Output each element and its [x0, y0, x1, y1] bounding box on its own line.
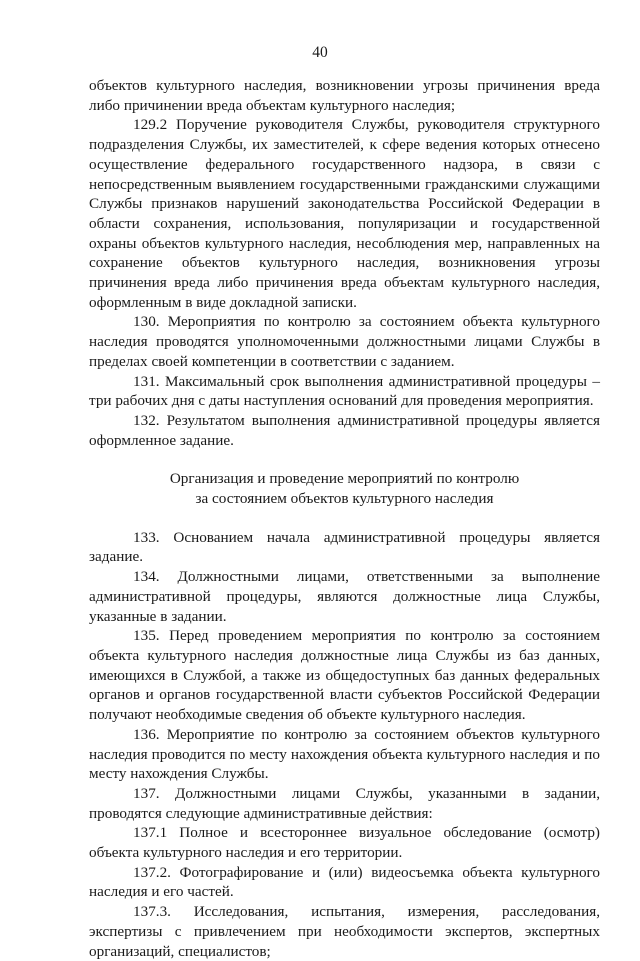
- paragraph-137-2: 137.2. Фотографирование и (или) видеосъемка объекта культурного наследия и его частей.: [89, 863, 600, 901]
- paragraph-137: 137. Должностными лицами Службы, указанными в задании, проводятся следующие административные действия:: [89, 784, 600, 822]
- paragraph-129-2: 129.2 Поручение руководителя Службы, руководителя структурного подразделения Службы, их заместителей, к сфере ведения которых отнесено осуществление федерального государственного надзора, в связи с непосредственным выявлением государственными гражданскими служащими Службы признаков нарушений законодательства Российской Федерации в области сохранения, использования, популяризации и государственной охраны объектов культурного наследия, несоблюдения мер, направленных на сохранение объектов культурного наследия, возникновения угрозы причинения вреда либо причинения вреда объектам культурного наследия, оформленным в виде докладной записки.: [89, 116, 600, 311]
- section-heading-line-2: за состоянием объектов культурного наследия: [195, 490, 494, 508]
- paragraph-133: 133. Основанием начала административной процедуры является задание.: [89, 528, 600, 566]
- section-heading-line-1: Организация и проведение мероприятий по контролю: [169, 470, 520, 488]
- paragraph-continuation: объектов культурного наследия, возникновении угрозы причинения вреда либо причинении вреда объектам культурного наследия;: [89, 77, 600, 114]
- paragraph-136: 136. Мероприятие по контролю за состоянием объектов культурного наследия проводится по месту нахождения объекта культурного наследия и по месту нахождения Службы.: [89, 725, 600, 783]
- document-body: [89, 76, 600, 961]
- paragraph-132: 132. Результатом выполнения административной процедуры является оформленное задание.: [89, 411, 600, 449]
- page-number: 40: [312, 44, 328, 61]
- paragraph-137-1: 137.1 Полное и всестороннее визуальное обследование (осмотр) объекта культурного наследия и его территории.: [89, 824, 600, 862]
- paragraph-130: 130. Мероприятия по контролю за состоянием объекта культурного наследия проводятся уполномоченными должностными лицами Службы в пределах своей компетенции в соответствии с заданием.: [89, 313, 600, 370]
- paragraph-131: 131. Максимальный срок выполнения административной процедуры – три рабочих дня с даты наступления оснований для проведения мероприятия.: [89, 372, 600, 410]
- paragraph-137-3: 137.3. Исследования, испытания, измерения, расследования, экспертизы с привлечением при необходимости экспертов, экспертных организаций, специалистов;: [89, 903, 600, 960]
- paragraph-135: 135. Перед проведением мероприятия по контролю за состоянием объекта культурного наследия должностные лица Службы из баз данных, имеющихся в Службой, а также из общедоступных баз данных федеральных органов и органов государственной власти субъектов Российской Федерации получают необходимые сведения об объекте культурного наследия.: [89, 627, 600, 724]
- section-heading: [89, 469, 600, 508]
- paragraph-134: 134. Должностными лицами, ответственными за выполнение административной процедуры, являются должностные лица Службы, указанные в задании.: [89, 568, 600, 625]
